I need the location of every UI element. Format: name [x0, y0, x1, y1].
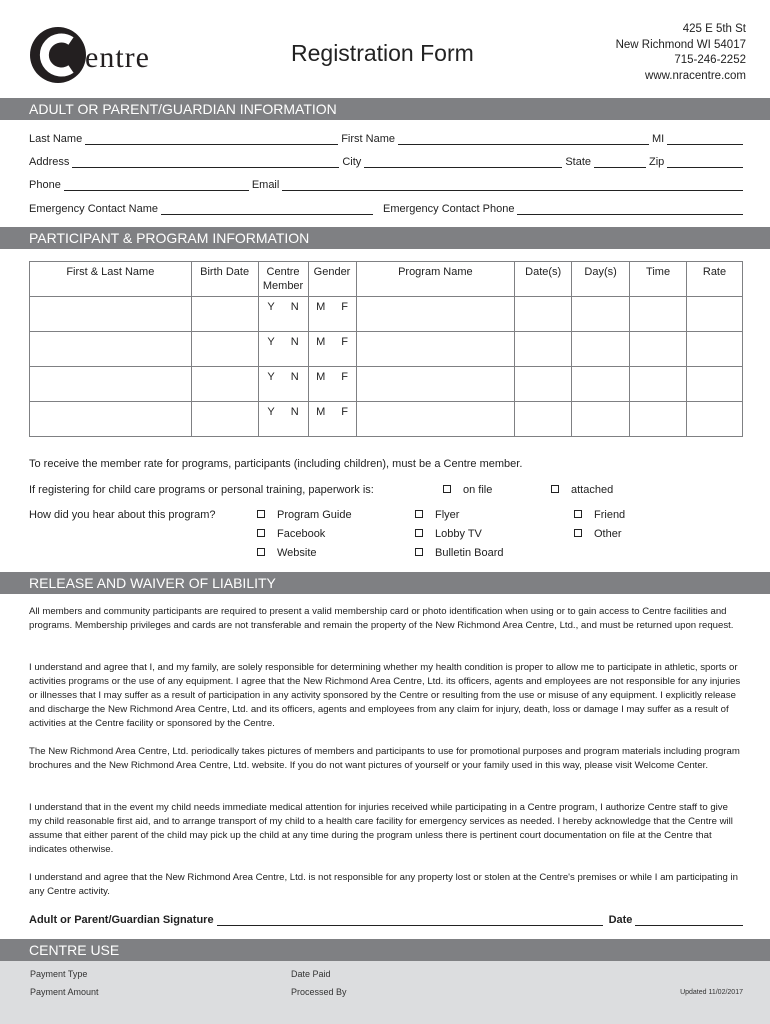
gender-cell[interactable] [308, 332, 356, 367]
attached-label: attached [571, 484, 614, 496]
dates-cell[interactable] [515, 367, 572, 402]
svg-text:entre: entre [85, 41, 150, 74]
other-label: Other [594, 528, 622, 540]
processed-by-label: Processed By [291, 987, 347, 997]
on-file-option[interactable] [443, 484, 492, 496]
gender-female[interactable]: F [341, 371, 348, 383]
email-field[interactable] [282, 179, 743, 191]
city-label: City [342, 156, 362, 168]
city-field[interactable] [364, 156, 562, 168]
program-name-cell[interactable] [356, 402, 515, 437]
release-paragraph-3: The New Richmond Area Centre, Ltd. periodically takes pictures of members and participants to use for promotional purposes and program materials including program brochures and the New Richmond Area Centre, Ltd. website. If you do not want pictures of yourself or your family used in this way, please visit Welcome Center. [29, 746, 740, 771]
member-no[interactable]: N [290, 371, 299, 383]
friend-checkbox[interactable] [574, 510, 582, 518]
address-label: Address [29, 156, 70, 168]
col-program-name-header: Program Name [356, 262, 515, 297]
table-row [30, 367, 743, 402]
rate-cell[interactable] [687, 402, 743, 437]
form-title: Registration Form [291, 40, 474, 66]
mi-field[interactable] [667, 133, 743, 145]
centre-address [616, 22, 746, 84]
rate-cell[interactable] [687, 367, 743, 402]
last-name-label: Last Name [29, 133, 83, 145]
first-name-field[interactable] [398, 133, 649, 145]
table-header-row [30, 262, 743, 297]
gender-male[interactable]: M [316, 406, 326, 418]
emergency-row [29, 199, 743, 215]
program-name-cell[interactable] [356, 332, 515, 367]
name-cell[interactable] [30, 332, 192, 367]
payment-type-label: Payment Type [30, 969, 88, 979]
program-guide-checkbox[interactable] [257, 510, 265, 518]
member-no[interactable]: N [290, 336, 299, 348]
days-cell[interactable] [572, 332, 630, 367]
signature-row [29, 914, 743, 926]
website-checkbox[interactable] [257, 548, 265, 556]
childcare-question: If registering for child care programs or personal training, paperwork is: [29, 484, 374, 496]
dates-cell[interactable] [515, 402, 572, 437]
release-paragraph-1: All members and community participants are required to present a valid membership card or photo identification when using or to gain access to Centre facilities and programs. Membership privileges and cards are not transferable and remain the property of the New Richmond Area Centre, Ltd., and must be returned upon request. [29, 606, 734, 631]
facebook-label: Facebook [277, 528, 326, 540]
flyer-option[interactable] [415, 509, 459, 521]
section-adult-header: ADULT OR PARENT/GUARDIAN INFORMATION [0, 98, 770, 120]
days-cell[interactable] [572, 297, 630, 332]
date-label: Date [608, 914, 633, 926]
member-cell[interactable] [258, 332, 308, 367]
facebook-option[interactable] [257, 528, 325, 540]
dates-cell[interactable] [515, 297, 572, 332]
time-cell[interactable] [630, 297, 687, 332]
member-cell[interactable] [258, 402, 308, 437]
col-days-header: Day(s) [572, 262, 630, 297]
phone-field[interactable] [64, 179, 249, 191]
address-phone: 715-246-2252 [674, 54, 746, 66]
program-guide-label: Program Guide [277, 509, 352, 521]
time-cell[interactable] [630, 402, 687, 437]
centre-use-panel [0, 961, 770, 1024]
address-website: www.nracentre.com [645, 69, 746, 82]
centre-logo [27, 24, 177, 88]
birth-date-cell[interactable] [191, 402, 258, 437]
rate-cell[interactable] [687, 297, 743, 332]
table-row [30, 332, 743, 367]
lobby-tv-option[interactable] [415, 528, 482, 540]
gender-male[interactable]: M [316, 371, 326, 383]
gender-female[interactable]: F [341, 301, 348, 313]
table-row [30, 402, 743, 437]
name-cell[interactable] [30, 402, 192, 437]
updated-date: Updated 11/02/2017 [680, 989, 743, 996]
friend-option[interactable] [574, 509, 625, 521]
member-rate-note: To receive the member rate for programs, participants (including children), must be a Centre member. [29, 458, 523, 470]
member-no[interactable]: N [290, 301, 299, 313]
gender-cell[interactable] [308, 367, 356, 402]
emergency-name-label: Emergency Contact Name [29, 203, 158, 215]
bulletin-board-option[interactable] [415, 547, 504, 559]
member-yes[interactable]: Y [267, 301, 275, 313]
website-option[interactable] [257, 547, 317, 559]
on-file-checkbox[interactable] [443, 485, 451, 493]
time-cell[interactable] [630, 332, 687, 367]
dates-cell[interactable] [515, 332, 572, 367]
lobby-tv-checkbox[interactable] [415, 529, 423, 537]
name-row [29, 129, 743, 145]
gender-cell[interactable] [308, 297, 356, 332]
col-centre-member-header: Centre Member [258, 262, 308, 297]
emergency-phone-label: Emergency Contact Phone [383, 203, 515, 215]
signature-label: Adult or Parent/Guardian Signature [29, 914, 214, 926]
zip-label: Zip [649, 156, 665, 168]
address-city: New Richmond WI 54017 [615, 38, 746, 51]
friend-label: Friend [594, 509, 626, 521]
member-yes[interactable]: Y [267, 336, 275, 348]
release-paragraph-5: I understand and agree that the New Richmond Area Centre, Ltd. is not responsible for any property lost or stolen at the Centre's premises or while I am participating in any Centre activity. [29, 872, 738, 897]
table-row [30, 297, 743, 332]
first-name-label: First Name [341, 133, 395, 145]
other-option[interactable] [574, 528, 622, 540]
gender-cell[interactable] [308, 402, 356, 437]
website-label: Website [277, 547, 317, 559]
address-field[interactable] [72, 156, 339, 168]
name-cell[interactable] [30, 297, 192, 332]
gender-male[interactable]: M [316, 336, 326, 348]
email-label: Email [251, 179, 280, 191]
gender-male[interactable]: M [316, 301, 326, 313]
attached-checkbox[interactable] [551, 485, 559, 493]
col-time-header: Time [630, 262, 687, 297]
flyer-checkbox[interactable] [415, 510, 423, 518]
member-cell[interactable] [258, 367, 308, 402]
program-name-cell[interactable] [356, 367, 515, 402]
member-no[interactable]: N [290, 406, 299, 418]
address-row [29, 152, 743, 168]
lobby-tv-label: Lobby TV [435, 528, 482, 540]
col-gender-header: Gender [308, 262, 356, 297]
payment-amount-label: Payment Amount [30, 987, 99, 997]
date-paid-label: Date Paid [291, 969, 331, 979]
col-dates-header: Date(s) [515, 262, 572, 297]
section-release-header: RELEASE AND WAIVER OF LIABILITY [0, 572, 770, 594]
member-yes[interactable]: Y [267, 406, 275, 418]
mi-label: MI [651, 133, 665, 145]
state-label: State [565, 156, 591, 168]
other-checkbox[interactable] [574, 529, 582, 537]
signature-date-field[interactable] [635, 914, 743, 926]
program-guide-option[interactable] [257, 509, 352, 521]
col-birth-date-header: Birth Date [191, 262, 258, 297]
member-cell[interactable] [258, 297, 308, 332]
program-name-cell[interactable] [356, 297, 515, 332]
section-centre-use-header: CENTRE USE [0, 939, 770, 961]
participant-table [29, 261, 743, 437]
birth-date-cell[interactable] [191, 332, 258, 367]
emergency-phone-field[interactable] [517, 203, 743, 215]
col-name-header: First & Last Name [30, 262, 192, 297]
zip-field[interactable] [667, 156, 743, 168]
state-field[interactable] [594, 156, 646, 168]
birth-date-cell[interactable] [191, 367, 258, 402]
contact-row [29, 175, 743, 191]
attached-option[interactable] [551, 484, 613, 496]
gender-female[interactable]: F [341, 336, 348, 348]
section-participant-header: PARTICIPANT & PROGRAM INFORMATION [0, 227, 770, 249]
release-paragraph-2: I understand and agree that I, and my family, are solely responsible for determining whether my health condition is proper to allow me to participate in athletic, sports or activities programs or the use of any equipment. I agree that the New Richmond Area Centre, Ltd. its officers, agents and employees are not responsible for any injuries or illnesses that I may suffer as a result of participation in any activity sponsored by the Centre or resulting from the use or misuse of any equipment. I explicitly release and discharge the New Richmond Area Centre, Ltd. and its officers, agents and employees from any claim for injury, death, loss or damage I may suffer as a result of activities at the Centre facility or sponsored by the Centre. [29, 662, 741, 729]
gender-female[interactable]: F [341, 406, 348, 418]
days-cell[interactable] [572, 402, 630, 437]
signature-field[interactable] [217, 914, 603, 926]
hear-question: How did you hear about this program? [29, 509, 216, 521]
rate-cell[interactable] [687, 332, 743, 367]
bulletin-board-label: Bulletin Board [435, 547, 504, 559]
flyer-label: Flyer [435, 509, 460, 521]
release-paragraph-4: I understand that in the event my child needs immediate medical attention for injuries received while participating in a Centre program, I authorize Centre staff to give my child reasonable first aid, and to arrange transport of my child to a health care facility for emergency services as needed. I hereby acknowledge that the Centre will assume that either parent of the child may pick up the child at any time during the program unless there is pertinent court documentation on file at the Centre that indicates otherwise. [29, 802, 733, 855]
birth-date-cell[interactable] [191, 297, 258, 332]
col-rate-header: Rate [687, 262, 743, 297]
facebook-checkbox[interactable] [257, 529, 265, 537]
phone-label: Phone [29, 179, 61, 191]
on-file-label: on file [463, 484, 493, 496]
last-name-field[interactable] [85, 133, 338, 145]
bulletin-board-checkbox[interactable] [415, 548, 423, 556]
member-yes[interactable]: Y [267, 371, 275, 383]
name-cell[interactable] [30, 367, 192, 402]
days-cell[interactable] [572, 367, 630, 402]
emergency-name-field[interactable] [161, 203, 373, 215]
time-cell[interactable] [630, 367, 687, 402]
address-street: 425 E 5th St [682, 23, 746, 35]
